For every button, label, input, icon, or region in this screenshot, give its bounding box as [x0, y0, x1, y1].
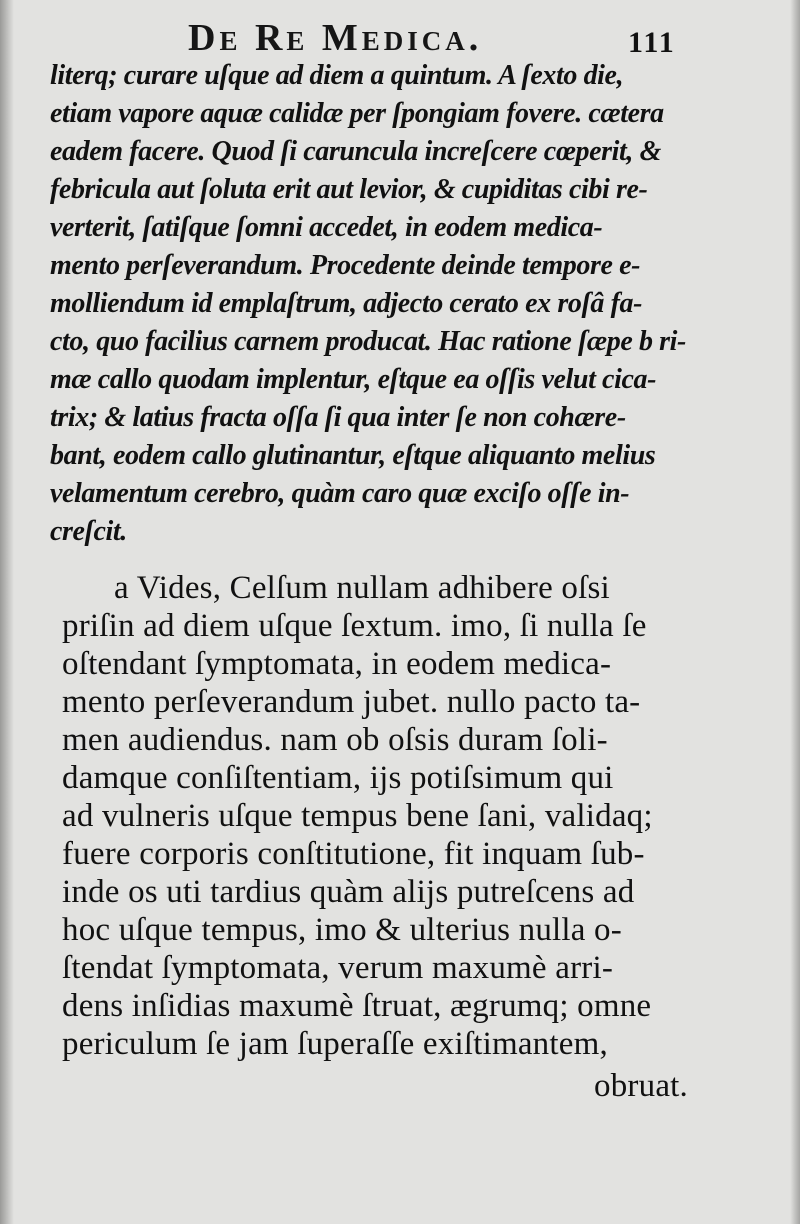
commentary-line: obruat. [594, 1068, 688, 1104]
commentary-line: priſin ad diem uſque ſextum. imo, ſi nulla ſe [62, 608, 647, 644]
main-text-line: velamentum cerebro, quàm caro quæ exciſo oſſe in- [50, 478, 630, 509]
main-text-line: bant, eodem callo glutinantur, eſtque aliquanto melius [50, 440, 656, 471]
main-text-line: mæ callo quodam implentur, eſtque ea oſſis velut cica- [50, 364, 657, 395]
running-header [0, 14, 800, 64]
commentary-line: a Vides, Celſum nullam adhibere oſsi [114, 570, 610, 606]
main-text-line: creſcit. [50, 516, 127, 547]
commentary-line: damque conſiſtentiam, ijs potiſsimum qui [62, 760, 614, 796]
main-text-line: trix; & latius fracta oſſa ſi qua inter ſe non cohære- [50, 402, 626, 433]
commentary-line: periculum ſe jam ſuperaſſe exiſtimantem, [62, 1026, 608, 1062]
commentary-line: ad vulneris uſque tempus bene ſani, validaq; [62, 798, 653, 834]
main-text-line: febricula aut ſoluta erit aut levior, & cupiditas cibi re- [50, 174, 648, 205]
main-text-line: literq; curare uſque ad diem a quintum. A ſexto die, [50, 60, 624, 91]
main-text-line: verterit, ſatiſque ſomni accedet, in eodem medica- [50, 212, 603, 243]
commentary-line: fuere corporis conſtitutione, fit inquam ſub- [62, 836, 645, 872]
page-number: 111 [628, 26, 676, 59]
main-text-line: etiam vapore aquæ calidæ per ſpongiam fovere. cætera [50, 98, 664, 129]
main-text-line: eadem facere. Quod ſi caruncula increſcere cœperit, & [50, 136, 662, 167]
main-text-line: mento perſeverandum. Procedente deinde tempore e- [50, 250, 641, 281]
running-title: De Re Medica. [188, 17, 483, 59]
commentary-line: dens inſidias maxumè ſtruat, ægrumq; omne [62, 988, 652, 1024]
main-text-line: molliendum id emplaſtrum, adjecto cerato ex roſâ fa- [50, 288, 643, 319]
commentary-line: oſtendant ſymptomata, in eodem medica- [62, 646, 612, 682]
page-edge-shadow [790, 0, 800, 1224]
commentary-line: mento perſeverandum jubet. nullo pacto ta- [62, 684, 641, 720]
page-gutter-shadow [0, 0, 14, 1224]
commentary-line: ſtendat ſymptomata, verum maxumè arri- [62, 950, 614, 986]
commentary-line: inde os uti tardius quàm alijs putreſcens ad [62, 874, 635, 910]
commentary-line: hoc uſque tempus, imo & ulterius nulla o- [62, 912, 622, 948]
main-text-line: cto, quo facilius carnem producat. Hac ratione ſæpe b ri- [50, 326, 686, 357]
commentary-line: men audiendus. nam ob oſsis duram ſoli- [62, 722, 608, 758]
